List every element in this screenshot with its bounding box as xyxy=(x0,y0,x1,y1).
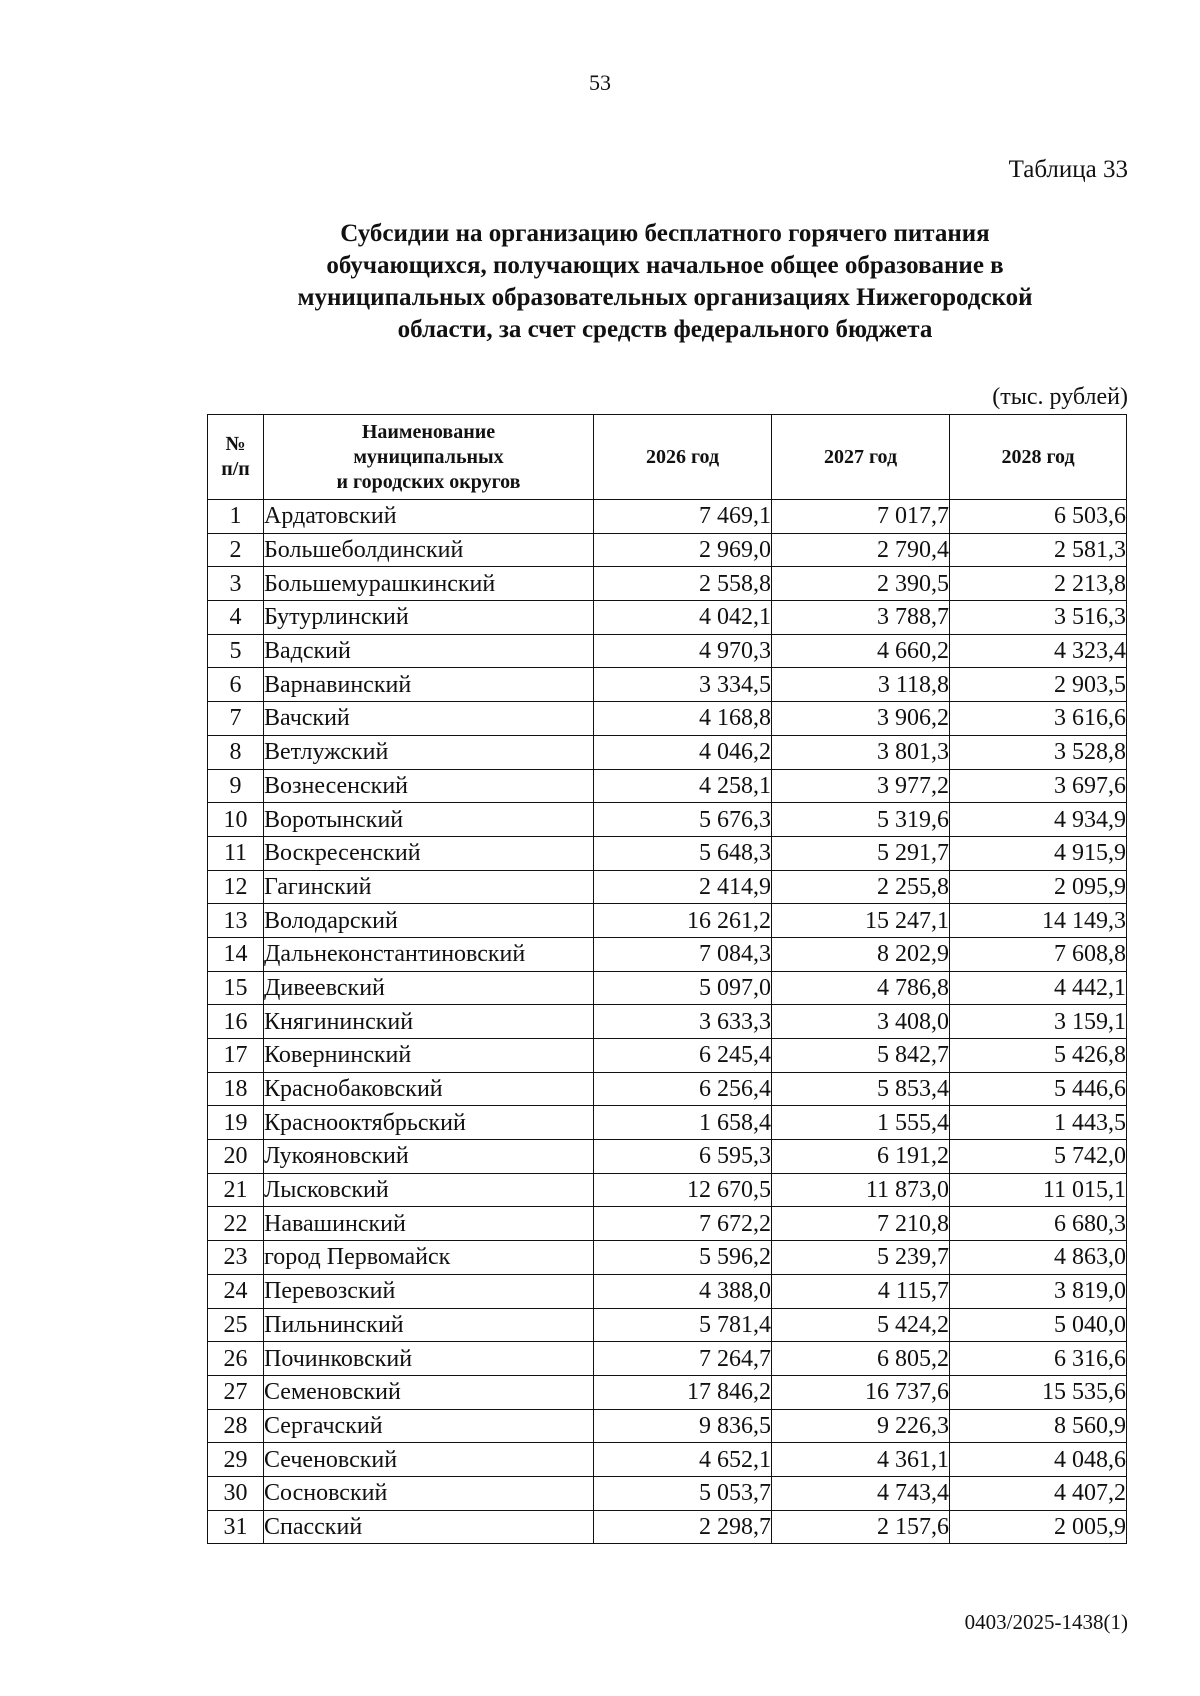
value-2026-cell: 5 596,2 xyxy=(594,1241,772,1275)
header-2028: 2028 год xyxy=(950,415,1127,500)
municipality-name-cell: Перевозский xyxy=(264,1274,594,1308)
value-2026-cell: 5 053,7 xyxy=(594,1476,772,1510)
value-2026-cell: 6 595,3 xyxy=(594,1140,772,1174)
value-2028-cell: 2 095,9 xyxy=(950,870,1127,904)
value-2026-cell: 7 672,2 xyxy=(594,1207,772,1241)
value-2027-cell: 2 255,8 xyxy=(772,870,950,904)
municipality-name-cell: Бутурлинский xyxy=(264,601,594,635)
value-2026-cell: 9 836,5 xyxy=(594,1409,772,1443)
table-row xyxy=(208,567,1127,601)
row-number-cell: 31 xyxy=(208,1510,264,1544)
municipality-name-cell: Большемурашкинский xyxy=(264,567,594,601)
table-row xyxy=(208,1443,1127,1477)
value-2028-cell: 3 616,6 xyxy=(950,702,1127,736)
value-2028-cell: 8 560,9 xyxy=(950,1409,1127,1443)
value-2026-cell: 6 245,4 xyxy=(594,1039,772,1073)
header-number-line1: № xyxy=(225,433,246,455)
table-body xyxy=(208,500,1127,1544)
municipality-name-cell: Сосновский xyxy=(264,1476,594,1510)
value-2026-cell: 2 414,9 xyxy=(594,870,772,904)
value-2026-cell: 1 658,4 xyxy=(594,1106,772,1140)
row-number-cell: 30 xyxy=(208,1476,264,1510)
row-number-cell: 29 xyxy=(208,1443,264,1477)
row-number-cell: 26 xyxy=(208,1342,264,1376)
table-row xyxy=(208,634,1127,668)
value-2026-cell: 4 258,1 xyxy=(594,769,772,803)
table-row xyxy=(208,702,1127,736)
table-row xyxy=(208,1072,1127,1106)
value-2028-cell: 6 503,6 xyxy=(950,500,1127,534)
municipality-name-cell: Володарский xyxy=(264,904,594,938)
value-2028-cell: 2 005,9 xyxy=(950,1510,1127,1544)
row-number-cell: 13 xyxy=(208,904,264,938)
row-number-cell: 17 xyxy=(208,1039,264,1073)
value-2027-cell: 4 115,7 xyxy=(772,1274,950,1308)
value-2027-cell: 3 788,7 xyxy=(772,601,950,635)
municipality-name-cell: Спасский xyxy=(264,1510,594,1544)
value-2026-cell: 5 097,0 xyxy=(594,971,772,1005)
row-number-cell: 22 xyxy=(208,1207,264,1241)
row-number-cell: 3 xyxy=(208,567,264,601)
municipality-name-cell: Воротынский xyxy=(264,803,594,837)
table-row xyxy=(208,904,1127,938)
value-2026-cell: 4 168,8 xyxy=(594,702,772,736)
municipality-name-cell: Краснооктябрьский xyxy=(264,1106,594,1140)
row-number-cell: 24 xyxy=(208,1274,264,1308)
value-2028-cell: 4 407,2 xyxy=(950,1476,1127,1510)
value-2026-cell: 7 084,3 xyxy=(594,937,772,971)
municipality-name-cell: Ковернинский xyxy=(264,1039,594,1073)
title-line: Субсидии на организацию бесплатного горячего питания xyxy=(340,220,990,247)
row-number-cell: 21 xyxy=(208,1173,264,1207)
value-2028-cell: 3 516,3 xyxy=(950,601,1127,635)
value-2028-cell: 3 819,0 xyxy=(950,1274,1127,1308)
value-2027-cell: 5 239,7 xyxy=(772,1241,950,1275)
value-2026-cell: 3 334,5 xyxy=(594,668,772,702)
municipality-name-cell: Ардатовский xyxy=(264,500,594,534)
municipality-name-cell: город Первомайск xyxy=(264,1241,594,1275)
value-2026-cell: 2 558,8 xyxy=(594,567,772,601)
municipality-name-cell: Воскресенский xyxy=(264,836,594,870)
units-note: (тыс. рублей) xyxy=(992,384,1128,410)
value-2027-cell: 6 191,2 xyxy=(772,1140,950,1174)
table-row xyxy=(208,937,1127,971)
value-2027-cell: 3 977,2 xyxy=(772,769,950,803)
header-number xyxy=(208,415,264,500)
document-title xyxy=(200,218,1130,346)
value-2027-cell: 5 291,7 xyxy=(772,836,950,870)
table-row xyxy=(208,836,1127,870)
title-line: области, за счет средств федерального бюджета xyxy=(397,316,933,343)
municipality-name-cell: Гагинский xyxy=(264,870,594,904)
row-number-cell: 6 xyxy=(208,668,264,702)
header-2026: 2026 год xyxy=(594,415,772,500)
value-2026-cell: 6 256,4 xyxy=(594,1072,772,1106)
value-2026-cell: 4 388,0 xyxy=(594,1274,772,1308)
value-2026-cell: 4 042,1 xyxy=(594,601,772,635)
value-2027-cell: 5 853,4 xyxy=(772,1072,950,1106)
value-2028-cell: 2 213,8 xyxy=(950,567,1127,601)
municipality-name-cell: Варнавинский xyxy=(264,668,594,702)
value-2028-cell: 7 608,8 xyxy=(950,937,1127,971)
municipality-name-cell: Княгининский xyxy=(264,1005,594,1039)
row-number-cell: 5 xyxy=(208,634,264,668)
value-2028-cell: 3 528,8 xyxy=(950,735,1127,769)
page-number: 53 xyxy=(589,70,611,95)
row-number-cell: 9 xyxy=(208,769,264,803)
row-number-cell: 27 xyxy=(208,1375,264,1409)
row-number-cell: 14 xyxy=(208,937,264,971)
value-2026-cell: 3 633,3 xyxy=(594,1005,772,1039)
table-row xyxy=(208,1039,1127,1073)
value-2027-cell: 2 390,5 xyxy=(772,567,950,601)
municipality-name-cell: Пильнинский xyxy=(264,1308,594,1342)
municipality-name-cell: Вадский xyxy=(264,634,594,668)
table-row xyxy=(208,1308,1127,1342)
value-2026-cell: 4 970,3 xyxy=(594,634,772,668)
table-row xyxy=(208,971,1127,1005)
table-row xyxy=(208,601,1127,635)
municipality-name-cell: Дальнеконстантиновский xyxy=(264,937,594,971)
value-2026-cell: 5 648,3 xyxy=(594,836,772,870)
title-line: муниципальных образовательных организациях Нижегородской xyxy=(297,284,1033,311)
row-number-cell: 10 xyxy=(208,803,264,837)
value-2028-cell: 4 323,4 xyxy=(950,634,1127,668)
value-2027-cell: 5 842,7 xyxy=(772,1039,950,1073)
value-2028-cell: 5 742,0 xyxy=(950,1140,1127,1174)
value-2027-cell: 2 790,4 xyxy=(772,533,950,567)
value-2027-cell: 6 805,2 xyxy=(772,1342,950,1376)
value-2027-cell: 5 319,6 xyxy=(772,803,950,837)
row-number-cell: 4 xyxy=(208,601,264,635)
table-row xyxy=(208,1510,1127,1544)
value-2026-cell: 17 846,2 xyxy=(594,1375,772,1409)
value-2028-cell: 6 316,6 xyxy=(950,1342,1127,1376)
value-2028-cell: 5 426,8 xyxy=(950,1039,1127,1073)
value-2027-cell: 15 247,1 xyxy=(772,904,950,938)
municipality-name-cell: Сергачский xyxy=(264,1409,594,1443)
table-label: Таблица 33 xyxy=(1008,156,1128,183)
value-2028-cell: 3 159,1 xyxy=(950,1005,1127,1039)
header-name xyxy=(264,415,594,500)
table-row xyxy=(208,1274,1127,1308)
value-2028-cell: 4 915,9 xyxy=(950,836,1127,870)
row-number-cell: 18 xyxy=(208,1072,264,1106)
header-name-line3: и городских округов xyxy=(336,470,521,493)
value-2028-cell: 5 446,6 xyxy=(950,1072,1127,1106)
row-number-cell: 19 xyxy=(208,1106,264,1140)
row-number-cell: 8 xyxy=(208,735,264,769)
municipality-name-cell: Навашинский xyxy=(264,1207,594,1241)
table-row xyxy=(208,1005,1127,1039)
header-2027: 2027 год xyxy=(772,415,950,500)
document-code: 0403/2025-1438(1) xyxy=(964,1610,1128,1634)
municipality-name-cell: Лысковский xyxy=(264,1173,594,1207)
value-2028-cell: 15 535,6 xyxy=(950,1375,1127,1409)
value-2028-cell: 2 903,5 xyxy=(950,668,1127,702)
row-number-cell: 2 xyxy=(208,533,264,567)
header-name-line1: Наименование xyxy=(361,420,496,443)
value-2027-cell: 4 660,2 xyxy=(772,634,950,668)
value-2028-cell: 6 680,3 xyxy=(950,1207,1127,1241)
table-row xyxy=(208,769,1127,803)
municipality-name-cell: Вачский xyxy=(264,702,594,736)
value-2027-cell: 4 743,4 xyxy=(772,1476,950,1510)
table-row xyxy=(208,1409,1127,1443)
table-row xyxy=(208,1173,1127,1207)
value-2028-cell: 4 863,0 xyxy=(950,1241,1127,1275)
value-2026-cell: 16 261,2 xyxy=(594,904,772,938)
table-row xyxy=(208,1140,1127,1174)
row-number-cell: 20 xyxy=(208,1140,264,1174)
value-2027-cell: 3 408,0 xyxy=(772,1005,950,1039)
municipality-name-cell: Починковский xyxy=(264,1342,594,1376)
table-row xyxy=(208,1241,1127,1275)
value-2026-cell: 4 046,2 xyxy=(594,735,772,769)
value-2027-cell: 8 202,9 xyxy=(772,937,950,971)
value-2026-cell: 4 652,1 xyxy=(594,1443,772,1477)
table-row xyxy=(208,735,1127,769)
value-2027-cell: 9 226,3 xyxy=(772,1409,950,1443)
value-2028-cell: 5 040,0 xyxy=(950,1308,1127,1342)
value-2027-cell: 11 873,0 xyxy=(772,1173,950,1207)
value-2027-cell: 7 210,8 xyxy=(772,1207,950,1241)
value-2028-cell: 11 015,1 xyxy=(950,1173,1127,1207)
value-2028-cell: 4 048,6 xyxy=(950,1443,1127,1477)
value-2027-cell: 7 017,7 xyxy=(772,500,950,534)
municipality-name-cell: Сеченовский xyxy=(264,1443,594,1477)
value-2027-cell: 4 786,8 xyxy=(772,971,950,1005)
table-row xyxy=(208,668,1127,702)
table-header-row xyxy=(208,415,1127,500)
value-2027-cell: 2 157,6 xyxy=(772,1510,950,1544)
table-row xyxy=(208,1207,1127,1241)
table-row xyxy=(208,1342,1127,1376)
header-name-line2: муниципальных xyxy=(353,445,504,468)
table-row xyxy=(208,870,1127,904)
municipality-name-cell: Семеновский xyxy=(264,1375,594,1409)
municipality-name-cell: Вознесенский xyxy=(264,769,594,803)
table-row xyxy=(208,500,1127,534)
value-2026-cell: 5 676,3 xyxy=(594,803,772,837)
title-line: обучающихся, получающих начальное общее образование в xyxy=(326,252,1004,279)
table-row xyxy=(208,1106,1127,1140)
row-number-cell: 7 xyxy=(208,702,264,736)
row-number-cell: 11 xyxy=(208,836,264,870)
row-number-cell: 25 xyxy=(208,1308,264,1342)
table-row xyxy=(208,533,1127,567)
table-row xyxy=(208,1375,1127,1409)
row-number-cell: 15 xyxy=(208,971,264,1005)
value-2027-cell: 4 361,1 xyxy=(772,1443,950,1477)
municipality-name-cell: Ветлужский xyxy=(264,735,594,769)
municipality-name-cell: Большеболдинский xyxy=(264,533,594,567)
table-row xyxy=(208,1476,1127,1510)
table-row xyxy=(208,803,1127,837)
value-2028-cell: 14 149,3 xyxy=(950,904,1127,938)
value-2027-cell: 5 424,2 xyxy=(772,1308,950,1342)
value-2028-cell: 3 697,6 xyxy=(950,769,1127,803)
value-2028-cell: 4 934,9 xyxy=(950,803,1127,837)
value-2027-cell: 3 906,2 xyxy=(772,702,950,736)
value-2028-cell: 1 443,5 xyxy=(950,1106,1127,1140)
value-2026-cell: 2 969,0 xyxy=(594,533,772,567)
value-2027-cell: 3 118,8 xyxy=(772,668,950,702)
municipality-name-cell: Дивеевский xyxy=(264,971,594,1005)
row-number-cell: 1 xyxy=(208,500,264,534)
row-number-cell: 16 xyxy=(208,1005,264,1039)
municipality-name-cell: Лукояновский xyxy=(264,1140,594,1174)
value-2026-cell: 2 298,7 xyxy=(594,1510,772,1544)
value-2027-cell: 1 555,4 xyxy=(772,1106,950,1140)
value-2028-cell: 4 442,1 xyxy=(950,971,1127,1005)
value-2026-cell: 5 781,4 xyxy=(594,1308,772,1342)
value-2026-cell: 7 264,7 xyxy=(594,1342,772,1376)
value-2027-cell: 3 801,3 xyxy=(772,735,950,769)
municipality-name-cell: Краснобаковский xyxy=(264,1072,594,1106)
row-number-cell: 12 xyxy=(208,870,264,904)
row-number-cell: 23 xyxy=(208,1241,264,1275)
subsidy-table xyxy=(207,414,1127,1544)
value-2026-cell: 7 469,1 xyxy=(594,500,772,534)
value-2028-cell: 2 581,3 xyxy=(950,533,1127,567)
value-2027-cell: 16 737,6 xyxy=(772,1375,950,1409)
header-number-line2: п/п xyxy=(221,458,250,480)
value-2026-cell: 12 670,5 xyxy=(594,1173,772,1207)
row-number-cell: 28 xyxy=(208,1409,264,1443)
